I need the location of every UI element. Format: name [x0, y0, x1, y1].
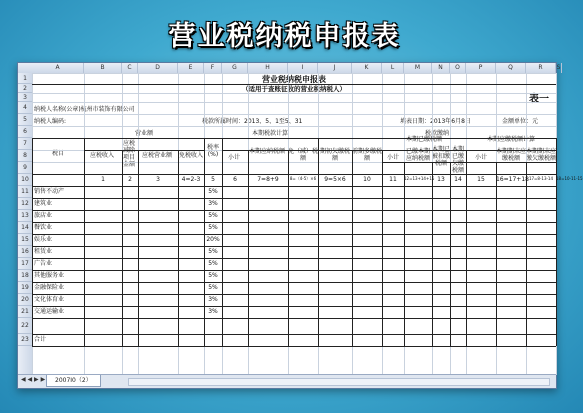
- header-paid-period: 已缴本期应纳税额: [405, 148, 430, 162]
- table-border: [450, 162, 451, 346]
- row-header-21[interactable]: 21: [18, 306, 32, 318]
- column-header-q[interactable]: Q: [496, 63, 526, 73]
- header-paid-overdue: 本期已缴欠缴税额: [451, 146, 464, 174]
- column-header-c[interactable]: C: [122, 63, 138, 73]
- tax-rate-cell: 20%: [206, 235, 220, 243]
- gridline-row: [32, 93, 556, 94]
- tax-rate-cell: 3%: [208, 199, 218, 207]
- index-cell: 2: [128, 176, 132, 183]
- index-cell: 14: [454, 176, 462, 183]
- row-header-8[interactable]: 8: [18, 150, 32, 162]
- tax-item-name: 销售不动产: [34, 187, 65, 195]
- column-header-p[interactable]: P: [466, 63, 496, 73]
- row-header-5[interactable]: 5: [18, 114, 32, 126]
- table-border: [32, 282, 556, 283]
- index-cell: 10: [363, 176, 371, 183]
- row-header-3[interactable]: 3: [18, 93, 32, 102]
- gridline-row: [32, 114, 556, 115]
- tax-item-name: 餐饮业: [34, 223, 53, 231]
- table-border: [526, 162, 527, 346]
- column-header-r[interactable]: R: [526, 63, 556, 73]
- tax-item-name: 娱乐业: [34, 235, 53, 243]
- header-tax-item: 税目: [51, 150, 64, 157]
- table-border: [32, 138, 556, 139]
- table-border: [318, 138, 319, 346]
- form-title: 营业税纳税申报表: [262, 75, 326, 84]
- row-header-16[interactable]: 16: [18, 246, 32, 258]
- table-border: [32, 270, 556, 271]
- tax-rate-cell: 5%: [208, 211, 218, 219]
- header-current-tax: 本期税款计算: [251, 130, 288, 137]
- row-header-9[interactable]: 9: [18, 162, 32, 174]
- column-header-j[interactable]: J: [318, 63, 352, 73]
- column-header-m[interactable]: M: [404, 63, 432, 73]
- row-header-4[interactable]: 4: [18, 102, 32, 114]
- index-cell: 11: [389, 176, 397, 183]
- table-border: [32, 294, 556, 295]
- form-subtitle: （适用于查账征收的营业税纳税人）: [242, 85, 346, 93]
- row-header-2[interactable]: 2: [18, 84, 32, 93]
- tax-item-name: 建筑业: [34, 199, 53, 207]
- tax-rate-cell: 5%: [208, 187, 218, 195]
- index-cell: 12=13+14+15: [404, 176, 435, 181]
- table-border: [496, 162, 497, 346]
- index-cell: 9=5×6: [324, 176, 346, 183]
- table-border: [556, 138, 557, 346]
- row-header-17[interactable]: 17: [18, 258, 32, 270]
- tax-item-name: 文化体育业: [34, 295, 65, 303]
- row-header-14[interactable]: 14: [18, 222, 32, 234]
- header-due-overdue-end: 本期期末应缴欠缴税额: [526, 148, 557, 162]
- index-cell: 8=（4-5）×6: [289, 176, 317, 181]
- header-exempt-income: 免税收入: [178, 152, 203, 159]
- header-opening-overdue: 期初欠缴税额: [319, 148, 350, 162]
- row-header-13[interactable]: 13: [18, 210, 32, 222]
- gridline-row: [32, 102, 556, 103]
- tax-item-name: 合计: [34, 335, 47, 343]
- header-taxable-turnover: 应税营业额: [141, 152, 172, 159]
- header-due-subtotal: 小计: [474, 154, 487, 161]
- column-header-d[interactable]: D: [138, 63, 178, 73]
- column-header-b[interactable]: B: [84, 63, 122, 73]
- index-cell: 6: [233, 176, 237, 183]
- row-headers[interactable]: [18, 73, 33, 375]
- row-header-22[interactable]: 22: [18, 318, 32, 334]
- row-header-1[interactable]: 1: [18, 73, 32, 84]
- header-turnover: 营业额: [134, 130, 153, 137]
- column-header-h[interactable]: H: [248, 63, 288, 73]
- index-cell: 17=8-13-14: [528, 176, 554, 181]
- cell-grid[interactable]: 营业税纳税申报表 （适用于查账征收的营业税纳税人） 表一 纳税人名称(公章)杭州市装饰有限公司 纳税人编码: 税款所属时间：2013、5、1至5、31 填表日期：2013年6月8日 金额单位：元 税目 营业额 税率(%) 本期税款计算 税款缴纳 应税收入 应税减除项目金额 应税营业额 免税收入 小计 本期应纳税额 免（减）税额 期初欠缴税额 前期多缴税额 本期已缴税额 本期应缴税额计算 小计 已缴本期应纳税额 本期已被扣缴税额 本期已缴欠缴税额 小计 本期期末应缴税额 本期期末应缴欠缴税额 1 2 3 4=2-3 5 6 7=8+9 8=（4-5）×6 9=5×6 10 11 12=13+14+15 13 14 15 16=17+18 17=8-13-14 18=10-11-15 销售不动产 5% 建筑业 3% 旅店业 5% 餐饮业 5% 娱乐业 20% 租赁业 5% 广告业 5% 其他服务业 5% 金融保险业 5% 文化体育业 3% 交通运输业 3% 合计: [32, 73, 556, 375]
- banner-title: 营业税纳税申报表: [168, 21, 401, 52]
- table-border: [32, 222, 556, 223]
- row-header-23[interactable]: 23: [18, 334, 32, 346]
- table-border: [32, 306, 556, 307]
- index-cell: 15: [477, 176, 485, 183]
- row-header-18[interactable]: 18: [18, 270, 32, 282]
- table-border: [32, 334, 556, 335]
- row-header-19[interactable]: 19: [18, 282, 32, 294]
- column-header-e[interactable]: E: [178, 63, 204, 73]
- tax-rate-cell: 5%: [208, 271, 218, 279]
- header-subtotal: 小计: [227, 154, 240, 161]
- tax-item-name: 旅店业: [34, 211, 53, 219]
- table-border: [32, 84, 556, 85]
- row-header-20[interactable]: 20: [18, 294, 32, 306]
- taxpayer-name: 纳税人名称(公章)杭州市装饰有限公司: [34, 106, 135, 113]
- table-border: [32, 186, 556, 187]
- table-border: [32, 246, 556, 247]
- table-border: [32, 198, 556, 199]
- tax-item-name: 租赁业: [34, 247, 53, 255]
- gridline-row: [32, 126, 556, 127]
- table-border: [222, 150, 556, 151]
- column-header-i[interactable]: I: [288, 63, 318, 73]
- column-header-k[interactable]: K: [352, 63, 382, 73]
- column-header-n[interactable]: N: [432, 63, 450, 73]
- row-header-10[interactable]: 10: [18, 174, 32, 186]
- index-cell: 5: [211, 176, 215, 183]
- fill-date: 填表日期：2013年6月8日: [400, 118, 471, 125]
- row-header-11[interactable]: 11: [18, 186, 32, 198]
- column-header-s[interactable]: S: [556, 64, 561, 71]
- tax-item-name: 金融保险业: [34, 283, 65, 291]
- header-taxable-income: 应税收入: [89, 152, 114, 159]
- row-header-15[interactable]: 15: [18, 234, 32, 246]
- table-border: [222, 138, 223, 346]
- tax-period: 税款所属时间：2013、5、1至5、31: [202, 118, 303, 125]
- index-cell: 7=8+9: [257, 176, 279, 183]
- header-paid-deducted: 本期已被扣缴税额: [432, 146, 451, 167]
- amount-unit: 金额单位：元: [502, 118, 539, 125]
- tax-rate-cell: 5%: [208, 223, 218, 231]
- row-header-7[interactable]: 7: [18, 138, 32, 150]
- table-border: [32, 346, 556, 347]
- tax-rate-cell: 3%: [208, 295, 218, 303]
- tax-rate-cell: 5%: [208, 247, 218, 255]
- table-border: [32, 234, 556, 235]
- header-due-period-end: 本期期末应缴税额: [496, 148, 527, 162]
- table-border: [32, 258, 556, 259]
- table-border: [84, 150, 204, 151]
- header-due-tax: 本期应缴税额计算: [486, 136, 535, 143]
- horizontal-scrollbar[interactable]: [128, 378, 550, 386]
- table-border: [32, 318, 556, 319]
- header-paid-subtotal: 小计: [386, 154, 399, 161]
- header-deduction: 应税减除项目金额: [122, 140, 135, 168]
- row-header-12[interactable]: 12: [18, 198, 32, 210]
- header-tax-rate: 税率(%): [206, 144, 219, 158]
- header-prior-overpaid: 前期多缴税额: [352, 148, 383, 162]
- tab-scroll-buttons[interactable]: ◀ ◀ ▶ ▶: [21, 376, 46, 383]
- column-header-g[interactable]: G: [222, 63, 248, 73]
- table-border: [32, 138, 33, 346]
- header-tax-payment: 税款缴纳: [424, 130, 449, 137]
- column-header-a[interactable]: A: [32, 63, 84, 73]
- tax-rate-cell: 5%: [208, 259, 218, 267]
- table-border: [404, 162, 405, 346]
- table-border: [432, 162, 433, 346]
- table-border: [382, 162, 556, 163]
- sheet-tab-bar: [18, 374, 556, 388]
- index-cell: 4=2-3: [181, 176, 201, 183]
- index-cell: 3: [156, 176, 160, 183]
- table-border: [32, 174, 556, 175]
- taxpayer-id: 纳税人编码:: [34, 118, 67, 125]
- spreadsheet[interactable]: [17, 62, 583, 389]
- table-label: 表一: [529, 94, 549, 105]
- header-payable-tax: 本期应纳税额: [248, 148, 285, 155]
- index-cell: 13: [437, 176, 445, 183]
- sheet-tab[interactable]: 2007I0（2）: [46, 375, 101, 387]
- gridline-row: [32, 73, 556, 74]
- table-border: [84, 138, 85, 346]
- table-border: [32, 210, 556, 211]
- row-header-6[interactable]: 6: [18, 126, 32, 138]
- index-cell: 16=17+18: [496, 176, 529, 183]
- tax-item-name: 交通运输业: [34, 307, 65, 315]
- column-header-l[interactable]: L: [382, 63, 404, 73]
- column-header-f[interactable]: F: [204, 63, 222, 73]
- index-cell: 1: [101, 176, 105, 183]
- tax-rate-cell: 5%: [208, 283, 218, 291]
- tax-item-name: 广告业: [34, 259, 53, 267]
- tax-rate-cell: 3%: [208, 307, 218, 315]
- header-exempt-tax: 免（减）税额: [288, 148, 319, 162]
- column-header-o[interactable]: O: [450, 63, 466, 73]
- header-paid-tax: 本期已缴税额: [405, 136, 442, 143]
- tax-item-name: 其他服务业: [34, 271, 65, 279]
